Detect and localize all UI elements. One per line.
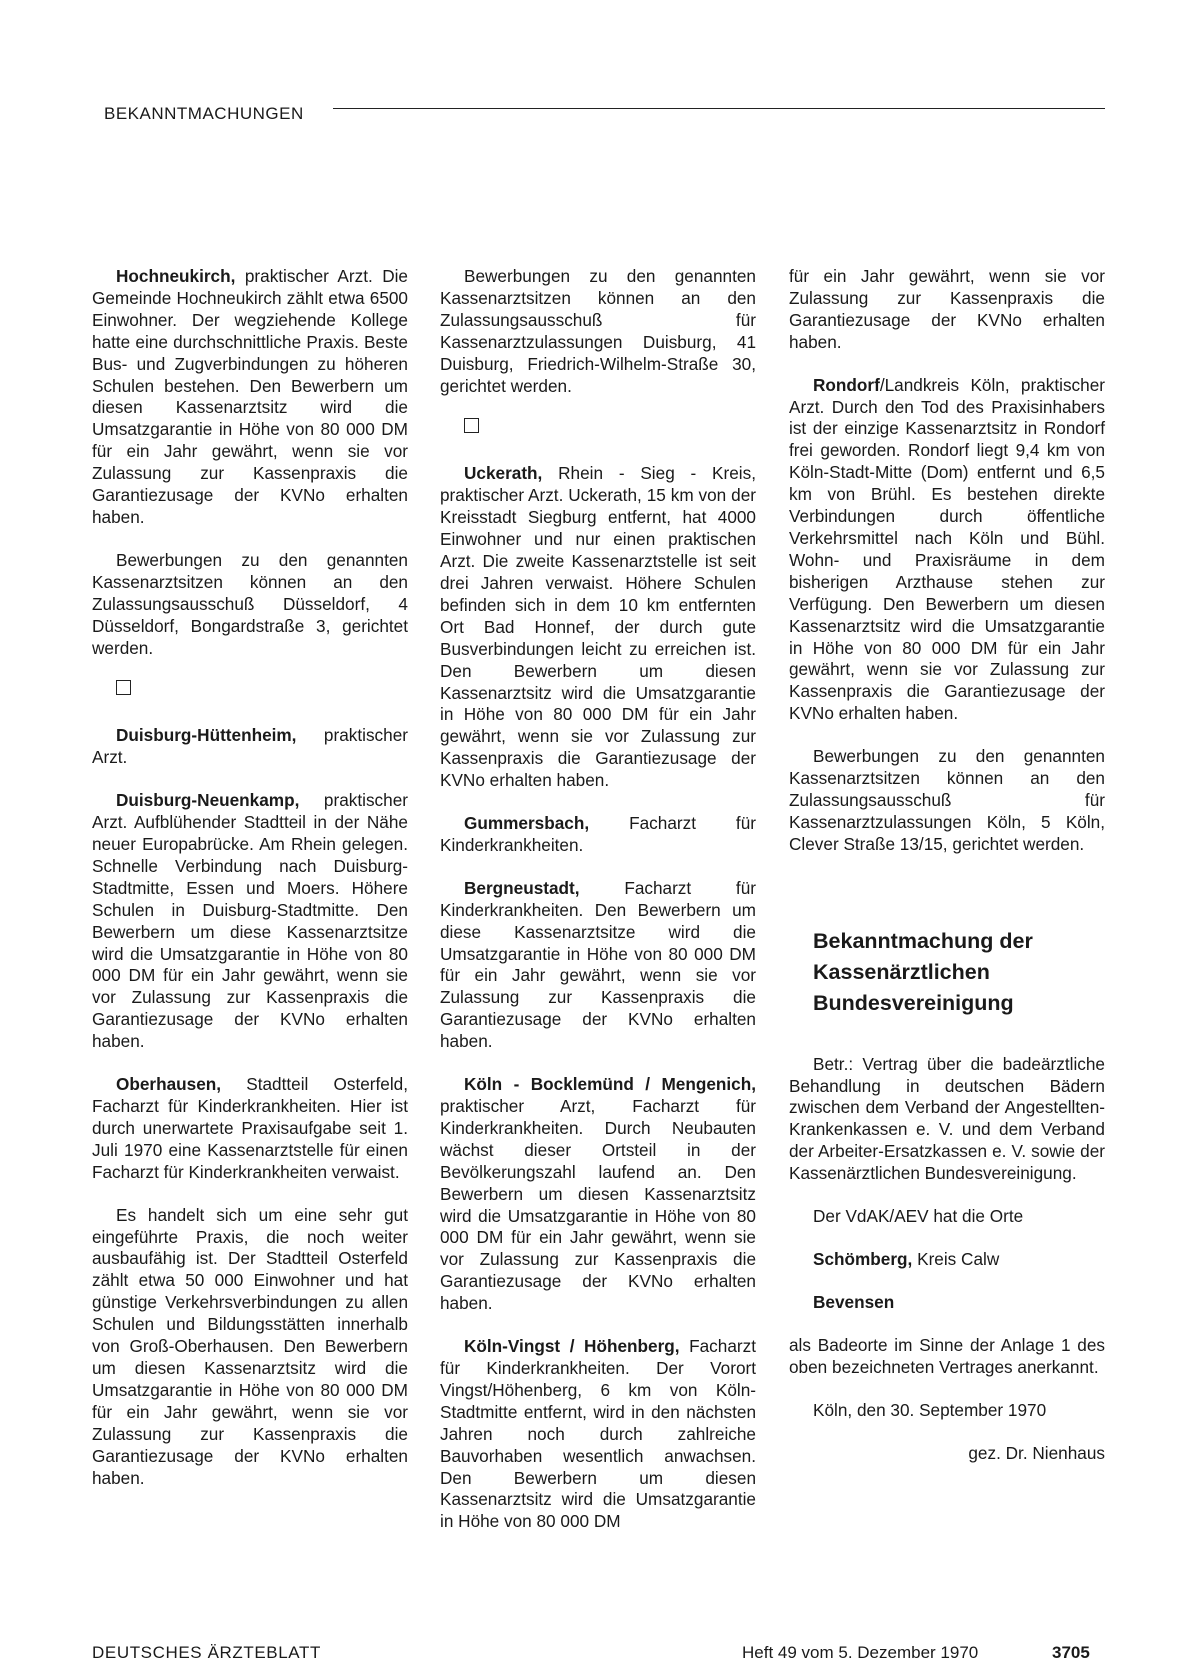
issue-info: Heft 49 vom 5. Dezember 1970 [742,1643,979,1662]
section-title-line: Kassenärztlichen [813,959,990,984]
column-2 [440,266,756,1554]
entry-heading: Duisburg-Hüttenheim, [116,725,297,746]
place-schoemberg [789,1249,1105,1271]
entry-heading: Köln - Bocklemünd / Mengenich, [464,1074,756,1095]
place-heading: Schömberg, [813,1249,913,1269]
section-title [813,926,1105,1019]
entry-text: Facharzt für Kinderkrankheiten. Den Bewerbern um diese Kassenarztsitze wird die Umsatzgarantie in Höhe von 80 000 DM für ein Jahr gewährt, wenn sie vor Zulassung zur Kassenpraxis die Garantiezusage der KVNo erhalten haben. [440,877,756,1052]
entry-vingst [440,1336,756,1533]
entry-text: praktischer Arzt, Facharzt für Kinderkrankheiten. Durch Neubauten wächst dieser Ortsteil in der Bevölkerungszahl laufend an. Den Bewerbern um diesen Kassenarztsitz wird die Umsatzgarantie in Höhe von 80 000 DM für ein Jahr gewährt, wenn sie vor Zulassung zur Kassenpraxis die Garantiezusage der KVNo erhalten haben. [440,1096,756,1314]
entry-bocklemuend [440,1074,756,1315]
place-text: Kreis Calw [912,1249,1000,1269]
entry-heading: Bergneustadt, [464,877,580,898]
subject-text: Betr.: Vertrag über die badeärztliche Behandlung in deutschen Bädern zwischen dem Verband der Angestellten-Krankenkassen e. V. und dem Verband der Arbeiter-Ersatzkassen e. V. sowie der Kassenärztlichen Bundesvereinigung. [789,1053,1105,1184]
entry-text: praktischer Arzt. Aufblühender Stadtteil in der Nähe neuer Europabrücke. Am Rhein gelegen. Schnelle Verbindung nach Duisburg-Stadtmitte, Essen und Moers. Höhere Schulen in Duisburg-Stadtmitte. Den Bewerbern um diese Kassenarztsitze wird die Umsatzgarantie in Höhe von 80 000 DM für ein Jahr gewährt, wenn sie vor Zulassung zur Kassenpraxis die Garantiezusage der KVNo erhalten haben. [92,790,408,1052]
entry-uckerath [440,463,756,792]
signature: gez. Dr. Nienhaus [968,1442,1105,1463]
entry-heading: Köln-Vingst / Höhenberg, [464,1336,680,1357]
entry-text: /Landkreis Köln, praktischer Arzt. Durch den Tod des Praxisinhabers ist der einzige Kassenarztsitz in Rondorf frei geworden. Rondorf liegt 9,4 km von Köln-Stadt-Mitte (Dom) entfernt und 6,5 km von Brühl. Es bestehen direkte Verbindungen durch öffentliche Verkehrsmittel nach Köln und Bühl. Wohn- und Praxisräume in dem bisherigen Arzthause stehen zur Verfügung. Den Bewerbern um diesen Kassenarztsitz wird die Umsatzgarantie in Höhe von 80 000 DM für ein Jahr gewährt, wenn sie vor Zulassung zur Kassenpraxis die Garantiezusage der KVNo erhalten haben. [789,374,1105,724]
entry-heading: Oberhausen, [116,1074,222,1095]
separator-box [464,418,479,433]
entry-text: Rhein - Sieg - Kreis, praktischer Arzt. Uckerath, 15 km von der Kreisstadt Siegburg entfernt, hat 4000 Einwohner und nur einen praktischen Arzt. Die zweite Kassenarztstelle ist seit drei Jahren verwaist. Höhere Schulen befinden sich in dem 10 km entfernten Ort Bad Honnef, der durch gute Busverbindungen leicht zu erreichen ist. Den Bewerbern um diesen Kassenarztsitz wird die Umsatzgarantie in Höhe von 80 000 DM für ein Jahr gewährt, wenn sie vor Zulassung zur Kassenpraxis die Garantiezusage der KVNo erhalten haben. [440,463,756,791]
application-notice-koeln: Bewerbungen zu den genannten Kassenarztsitzen können an den Zulassungsausschuß für Kassenarztzulassungen Köln, 5 Köln, Clever Straße 13/15, gerichtet werden. [789,746,1105,854]
entry-text: Stadtteil Osterfeld, Facharzt für Kinderkrankheiten. Hier ist durch unerwartete Praxisaufgabe seit 1. Juli 1970 eine Kassenarztstelle für einen Facharzt für Kinderkrankheiten verwaist. [92,1074,408,1182]
entry-heading: Duisburg-Neuenkamp, [116,790,300,811]
entry-text: Facharzt für Kinderkrankheiten. [440,813,756,855]
entry-text: Facharzt für Kinderkrankheiten. Der Vorort Vingst/Höhenberg, 6 km von Köln-Stadtmitte entfernt, wird in den nächsten Jahren noch durch zahlreiche Bauvorhaben wesentlich anwachsen. Den Bewerbern um diesen Kassenarztsitz wird die Umsatzgarantie in Höhe von 80 000 DM [440,1336,756,1532]
vdak-text: Der VdAK/AEV hat die Orte [813,1206,1024,1227]
entry-heading: Rondorf [813,374,880,395]
column-3 [789,266,1105,1485]
entry-neuenkamp [92,790,408,1053]
badeorte-text: als Badeorte im Sinne der Anlage 1 des oben bezeichneten Vertrages anerkannt. [789,1334,1105,1377]
journal-name: DEUTSCHES ÄRZTEBLATT [92,1643,321,1662]
entry-bergneustadt [440,878,756,1053]
entry-gummersbach [440,813,756,857]
header-rule [333,108,1105,109]
entry-text: praktischer Arzt. [92,725,408,768]
date-line: Köln, den 30. September 1970 [813,1399,1047,1420]
place-bevensen [789,1292,1105,1314]
section-title-line: Bundesvereinigung [813,990,1014,1015]
entry-heading: Hochneukirch, [116,266,236,286]
application-notice-duesseldorf: Bewerbungen zu den genannten Kassenarztsitzen können an den Zulassungsausschuß Düsseldorf, 4 Düsseldorf, Bongardstraße 3, gerichtet werden. [92,549,408,658]
section-title-line: Bekanntmachung der [813,928,1033,953]
separator-box [116,680,131,695]
place-heading: Bevensen [813,1291,895,1312]
entry-heading: Gummersbach, [464,813,590,834]
page-number: 3705 [1052,1643,1090,1662]
entry-oberhausen [92,1074,408,1184]
entry-oberhausen-continued: Es handelt sich um eine sehr gut eingeführte Praxis, die noch weiter ausbaufähig ist. Der Stadtteil Osterfeld zählt etwa 50 000 Einwohner und hat günstige Verkehrsverbindungen zu allen Schulen und Bildungsstätten innerhalb von Groß-Oberhausen. Den Bewerbern um diesen Kassenarztsitz wird die Umsatzgarantie in Höhe von 80 000 DM für ein Jahr gewährt, wenn sie vor Zulassung zur Kassenpraxis die Garantiezusage der KVNo erhalten haben. [92,1204,408,1488]
entry-rondorf [789,375,1105,726]
entry-heading: Uckerath, [464,463,543,484]
entry-hochneukirch [92,266,408,529]
entry-text: praktischer Arzt. Die Gemeinde Hochneukirch zählt etwa 6500 Einwohner. Der wegziehende Kollege hatte eine durchschnittliche Praxis. Beste Bus- und Zugverbindungen zu höheren Schulen bestehen. Den Bewerbern um diesen Kassenarztsitz wird die Umsatzgarantie in Höhe von 80 000 DM für ein Jahr gewährt, wenn sie vor Zulassung zur Kassenpraxis die Garantiezusage der KVNo erhalten haben. [92,266,408,527]
application-notice-duisburg: Bewerbungen zu den genannten Kassenarztsitzen können an den Zulassungsausschuß für Kassenarztzulassungen Duisburg, 41 Duisburg, Friedrich-Wilhelm-Straße 30, gerichtet werden. [440,266,756,396]
entry-huettenheim [92,725,408,769]
section-header: BEKANNTMACHUNGEN [104,104,304,123]
entry-vingst-continued: für ein Jahr gewährt, wenn sie vor Zulassung zur Kassenpraxis die Garantiezusage der KVNo erhalten haben. [789,266,1105,352]
column-1 [92,266,408,1510]
